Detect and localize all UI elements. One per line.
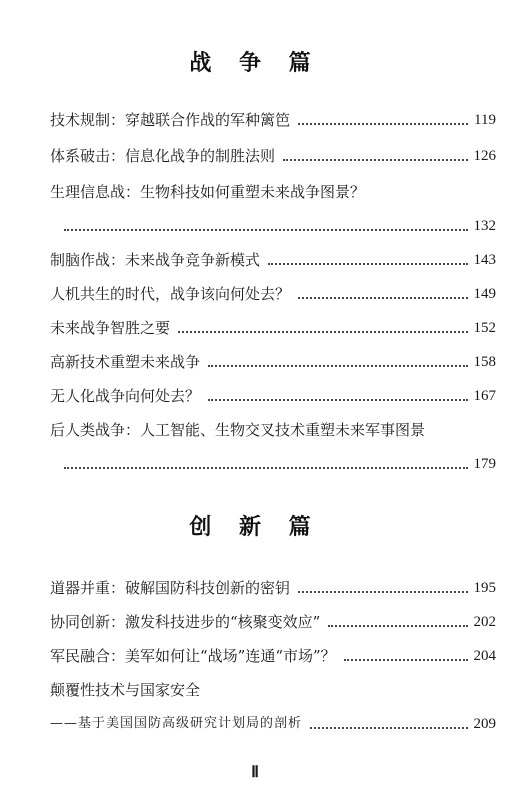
dot-leader	[298, 123, 468, 125]
toc-entry-page: 119	[474, 112, 496, 128]
toc-entry[interactable]	[50, 410, 496, 440]
toc-entry-page: 149	[473, 286, 496, 302]
dot-leader	[344, 659, 468, 661]
toc-entry-subtitle[interactable]	[50, 704, 496, 734]
dot-leader	[283, 159, 467, 161]
dot-leader	[64, 229, 468, 231]
toc-entry-page: 202	[473, 614, 496, 630]
toc-entry-page: 204	[473, 648, 496, 664]
dot-leader	[208, 399, 467, 401]
toc-entry[interactable]	[50, 240, 496, 270]
toc-entry-page: 167	[473, 388, 496, 404]
toc-entry-continuation[interactable]	[64, 206, 496, 236]
toc-entry-title: 无人化战争向何处去？	[50, 387, 201, 405]
toc-entry-page: 209	[473, 716, 496, 732]
dot-leader	[328, 625, 467, 627]
toc-entry-title: 制脑作战：未来战争竞争新模式	[50, 251, 261, 269]
dot-leader	[310, 727, 467, 729]
toc-entry-subtitle-text: ——基于美国国防高级研究计划局的剖析	[50, 716, 303, 731]
toc-entry[interactable]	[50, 136, 496, 166]
toc-entry-page: 195	[473, 580, 496, 596]
toc-entry[interactable]	[50, 376, 496, 406]
toc-entry-title: 颠覆性技术与国家安全	[50, 681, 201, 699]
toc-entry-page: 132	[473, 218, 496, 234]
toc-entry[interactable]	[50, 342, 496, 372]
toc-entry-title: 道器并重：破解国防科技创新的密钥	[50, 579, 291, 597]
toc-entry[interactable]	[50, 172, 496, 202]
toc-entry-title: 高新技术重塑未来战争	[50, 353, 201, 371]
toc-entry-title: 协同创新：激发科技进步的“核聚变效应”	[50, 613, 321, 631]
toc-entry[interactable]	[50, 636, 496, 666]
toc-entry-title: 生理信息战：生物科技如何重塑未来战争图景？	[50, 183, 366, 201]
page-number-footer: Ⅱ	[251, 764, 259, 781]
toc-entry[interactable]	[50, 308, 496, 338]
dot-leader	[208, 365, 467, 367]
toc-entry-page: 126	[473, 148, 496, 164]
toc-entry-page: 179	[473, 456, 496, 472]
toc-entry-title: 技术规制：穿越联合作战的军种篱笆	[50, 111, 291, 129]
dot-leader	[298, 297, 467, 299]
toc-entry-title: 体系破击：信息化战争的制胜法则	[50, 147, 276, 165]
toc-entry-title: 军民融合：美军如何让“战场”连通“市场”？	[50, 647, 336, 665]
innovation-section-title: 创 新 篇	[189, 514, 321, 540]
war-section-title: 战 争 篇	[189, 50, 321, 76]
dot-leader	[64, 467, 468, 469]
dot-leader	[268, 263, 467, 265]
toc-entry[interactable]	[50, 100, 496, 130]
dot-leader	[178, 331, 467, 333]
toc-entry-title: 后人类战争：人工智能、生物交叉技术重塑未来军事图景	[50, 421, 426, 439]
toc-entry-title: 人机共生的时代，战争该向何处去？	[50, 285, 291, 303]
dot-leader	[298, 591, 467, 593]
toc-entry-page: 143	[473, 252, 496, 268]
toc-entry-page: 152	[473, 320, 496, 336]
toc-entry[interactable]	[50, 670, 496, 700]
toc-entry-continuation[interactable]	[64, 444, 496, 474]
toc-entry-page: 158	[473, 354, 496, 370]
toc-entry[interactable]	[50, 602, 496, 632]
toc-entry-title: 未来战争智胜之要	[50, 319, 171, 337]
toc-entry[interactable]	[50, 568, 496, 598]
toc-entry[interactable]	[50, 274, 496, 304]
